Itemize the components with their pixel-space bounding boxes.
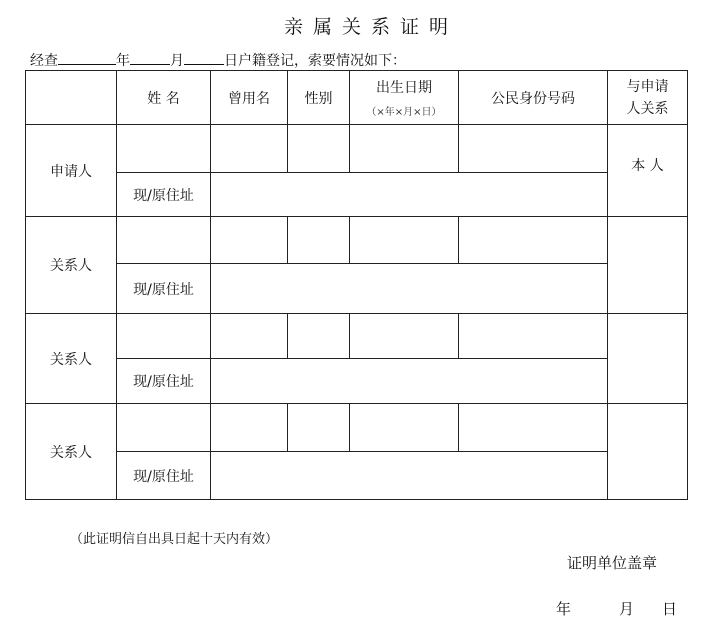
gender-cell[interactable]	[288, 217, 350, 264]
birthdate-cell[interactable]	[350, 125, 459, 173]
address-label: 现/原住址	[117, 359, 211, 404]
relation-cell[interactable]	[608, 404, 688, 500]
name-cell[interactable]	[117, 217, 211, 264]
birthdate-cell[interactable]	[350, 314, 459, 359]
gender-cell[interactable]	[288, 404, 350, 452]
header-name: 姓 名	[117, 71, 211, 125]
name-cell[interactable]	[117, 125, 211, 173]
former-name-cell[interactable]	[211, 125, 288, 173]
role-cell: 申请人	[26, 125, 117, 217]
role-cell: 关系人	[26, 314, 117, 404]
address-cell[interactable]	[211, 173, 608, 217]
address-cell[interactable]	[211, 452, 608, 500]
relation-cell: 本 人	[608, 125, 688, 217]
gender-cell[interactable]	[288, 314, 350, 359]
relation-cell[interactable]	[608, 217, 688, 314]
id-number-cell[interactable]	[459, 217, 608, 264]
name-cell[interactable]	[117, 314, 211, 359]
day-blank[interactable]	[184, 50, 224, 65]
header-row	[26, 71, 688, 125]
address-label: 现/原住址	[117, 173, 211, 217]
address-row	[26, 264, 688, 314]
former-name-cell[interactable]	[211, 217, 288, 264]
former-name-cell[interactable]	[211, 314, 288, 359]
header-empty	[26, 71, 117, 125]
validity-note: （此证明信自出具日起十天内有效）	[70, 532, 279, 547]
header-gender: 性别	[288, 71, 350, 125]
date-year: 年	[556, 600, 572, 618]
header-former-name: 曾用名	[211, 71, 288, 125]
seal-label: 证明单位盖章	[567, 554, 658, 572]
intro-month: 月	[170, 53, 184, 69]
role-cell: 关系人	[26, 404, 117, 500]
birthdate-cell[interactable]	[350, 217, 459, 264]
header-relation: 与申请人关系	[608, 71, 688, 125]
role-cell: 关系人	[26, 217, 117, 314]
birthdate-cell[interactable]	[350, 404, 459, 452]
table-row	[26, 125, 688, 173]
address-row	[26, 359, 688, 404]
name-cell[interactable]	[117, 404, 211, 452]
birthdate-label: 出生日期	[376, 80, 432, 96]
birthdate-hint: （×年×月×日）	[366, 107, 442, 118]
table-row	[26, 217, 688, 264]
table-row	[26, 404, 688, 452]
id-number-cell[interactable]	[459, 404, 608, 452]
id-number-cell[interactable]	[459, 314, 608, 359]
address-label: 现/原住址	[117, 264, 211, 314]
date-day: 日	[662, 600, 678, 618]
intro-line	[30, 50, 406, 70]
former-name-cell[interactable]	[211, 404, 288, 452]
intro-prefix: 经查	[30, 53, 58, 69]
address-label: 现/原住址	[117, 452, 211, 500]
year-blank[interactable]	[58, 50, 116, 65]
address-row	[26, 452, 688, 500]
header-id-number: 公民身份号码	[459, 71, 608, 125]
intro-suffix: 日户籍登记，索要情况如下：	[224, 53, 406, 69]
address-row	[26, 173, 688, 217]
document-title: 亲属关系证明	[283, 16, 458, 38]
header-birthdate	[350, 71, 459, 125]
address-cell[interactable]	[211, 264, 608, 314]
address-cell[interactable]	[211, 359, 608, 404]
gender-cell[interactable]	[288, 125, 350, 173]
table-row	[26, 314, 688, 359]
id-number-cell[interactable]	[459, 125, 608, 173]
month-blank[interactable]	[130, 50, 170, 65]
date-month: 月	[619, 600, 635, 618]
date-line	[556, 598, 677, 619]
intro-year: 年	[116, 53, 130, 69]
relation-cell[interactable]	[608, 314, 688, 404]
relation-table	[25, 70, 688, 500]
